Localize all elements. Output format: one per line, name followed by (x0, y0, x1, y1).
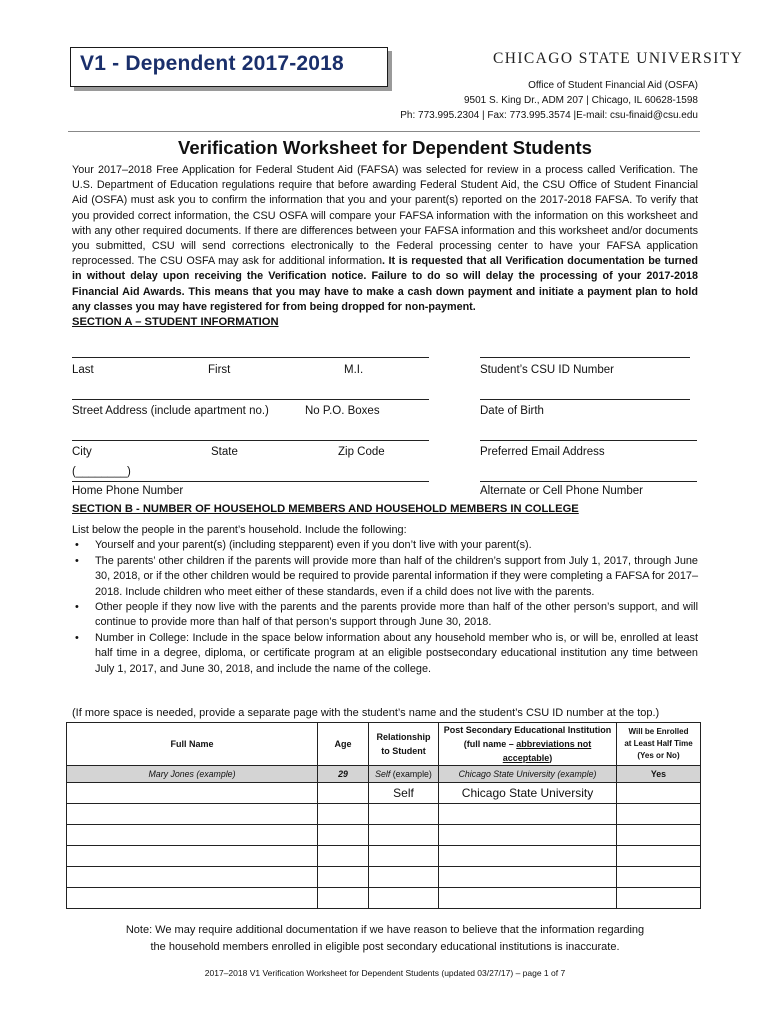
institution-cell[interactable] (439, 888, 617, 909)
middle-initial-label: M.I. (344, 364, 364, 376)
table-header-row (67, 723, 701, 766)
street-address-label: Street Address (include apartment no.) (72, 405, 269, 417)
office-contact: Ph: 773.995.2304 | Fax: 773.995.3574 |E-mail: csu-finaid@csu.edu (400, 110, 698, 121)
page-title: Verification Worksheet for Dependent Students (178, 137, 592, 158)
table-row (67, 846, 701, 867)
bullet-item: • Number in College: Include in the space below information about any household member who is, or will be, enrolled at least half time in a degree, diploma, or certificate program at an eligible postsecondary educational institution any time between July 1, 2017, and June 30, 2018, and include the name of the college. (72, 631, 698, 677)
table-row (67, 783, 701, 804)
alt-phone-line[interactable] (480, 481, 697, 482)
home-phone-label: Home Phone Number (72, 485, 184, 497)
first-name-label: First (208, 364, 231, 376)
name-cell[interactable] (67, 783, 318, 804)
institution-cell[interactable]: Chicago State University (439, 783, 617, 804)
date-of-birth-label: Date of Birth (480, 405, 544, 417)
page-footer: 2017–2018 V1 Verification Worksheet for Dependent Students (updated 03/27/17) – page 1 of 7 (204, 968, 566, 978)
age-cell[interactable] (318, 867, 369, 888)
university-logo: CHICAGO STATE UNIVERSITY (493, 50, 744, 67)
csu-id-line[interactable] (480, 357, 690, 358)
name-cell[interactable] (67, 888, 318, 909)
street-line[interactable] (72, 399, 429, 400)
area-code-blank: (________) (72, 466, 131, 478)
relationship-cell[interactable] (369, 804, 439, 825)
enrolled-cell[interactable] (617, 804, 701, 825)
example-age: 29 (318, 766, 369, 783)
name-cell[interactable] (67, 825, 318, 846)
example-row (67, 766, 701, 783)
dob-line[interactable] (480, 399, 690, 400)
example-enrolled: Yes (617, 766, 701, 783)
institution-cell[interactable] (439, 846, 617, 867)
enrolled-cell[interactable] (617, 888, 701, 909)
age-cell[interactable] (318, 783, 369, 804)
relationship-header: Relationship to Student (369, 723, 439, 766)
age-cell[interactable] (318, 804, 369, 825)
home-phone-line[interactable] (72, 481, 429, 482)
table-row (67, 867, 701, 888)
name-cell[interactable] (67, 867, 318, 888)
email-line[interactable] (480, 440, 697, 441)
intro-paragraph (72, 163, 698, 315)
age-cell[interactable] (318, 846, 369, 867)
bullet-item: • Yourself and your parent(s) (including stepparent) even if you don’t live with your parent(s). (72, 538, 698, 553)
age-cell[interactable] (318, 825, 369, 846)
intro-bold-text: . It is requested that all Verification documentation be turned in without delay upon receiving the Verification notice. Failure to do so will delay the processing of your 2017-2018 Financial Aid Awards. This means that you may have to make a cash down payment and initiate a payment plan to hold any classes you may have registered for from being dropped for non-payment. (72, 255, 698, 313)
last-name-label: Last (72, 364, 94, 376)
bullet-item: • Other people if they now live with the parents and the parents provide more than half of the other person’s support, and will continue to provide more than half of that person’s support through June 30, 2018. (72, 600, 698, 631)
household-table (66, 722, 701, 909)
table-row (67, 888, 701, 909)
household-instructions (72, 523, 698, 677)
enrolled-cell[interactable] (617, 867, 701, 888)
version-title-box (70, 47, 388, 87)
note-line-1: Note: We may require additional documentation if we have reason to believe that the information regarding (125, 924, 645, 936)
table-row (67, 825, 701, 846)
relationship-cell[interactable] (369, 846, 439, 867)
institution-cell[interactable] (439, 867, 617, 888)
age-cell[interactable] (318, 888, 369, 909)
zip-code-label: Zip Code (338, 446, 385, 458)
office-name: Office of Student Financial Aid (OSFA) (528, 80, 698, 91)
version-title: V1 - Dependent 2017-2018 (80, 52, 344, 75)
office-address: 9501 S. King Dr., ADM 207 | Chicago, IL 60628-1598 (463, 95, 698, 106)
household-intro: List below the people in the parent’s household. Include the following: (72, 524, 407, 536)
relationship-cell[interactable] (369, 825, 439, 846)
no-po-boxes-label: No P.O. Boxes (305, 405, 380, 417)
header-divider (68, 131, 700, 132)
full-name-header: Full Name (67, 723, 318, 766)
household-bullet-list (72, 538, 698, 677)
name-line[interactable] (72, 357, 429, 358)
state-label: State (211, 446, 238, 458)
age-header: Age (318, 723, 369, 766)
relationship-cell[interactable] (369, 888, 439, 909)
relationship-cell[interactable]: Self (369, 783, 439, 804)
csu-id-label: Student’s CSU ID Number (480, 364, 615, 376)
example-institution: Chicago State University (example) (439, 766, 617, 783)
institution-header: Post Secondary Educational Institution (full name – abbreviations not acceptable) (439, 723, 617, 766)
city-label: City (72, 446, 92, 458)
bullet-item: • The parents’ other children if the parents will provide more than half of the children’s support from July 1, 2017, through June 30, 2018, or if the other children would be required to provide parental information if they were completing a FAFSA for 2017–2018. Include children who meet either of these standards, even if a child does not live with the parents. (72, 554, 698, 600)
note-line-2: the household members enrolled in eligible post secondary educational institutions is inaccurate. (150, 941, 620, 953)
enrolled-cell[interactable] (617, 846, 701, 867)
name-cell[interactable] (67, 804, 318, 825)
enrolled-cell[interactable] (617, 783, 701, 804)
documentation-note (0, 922, 770, 956)
example-name: Mary Jones (example) (67, 766, 318, 783)
institution-cell[interactable] (439, 825, 617, 846)
email-label: Preferred Email Address (480, 446, 605, 458)
enrolled-cell[interactable] (617, 825, 701, 846)
section-a-heading: SECTION A – STUDENT INFORMATION (72, 316, 279, 328)
relationship-cell[interactable] (369, 867, 439, 888)
example-relationship: Self (example) (369, 766, 439, 783)
name-cell[interactable] (67, 846, 318, 867)
alt-phone-label: Alternate or Cell Phone Number (480, 485, 643, 497)
table-row (67, 804, 701, 825)
intro-text: Your 2017–2018 Free Application for Federal Student Aid (FAFSA) was selected for review in a process called Verification. The U.S. Department of Education regulations require that before awarding Federal Student Aid, the CSU Office of Student Financial Aid (OSFA) must ask you to confirm the information that you and your parent(s) reported on the 2017-2018 FAFSA. To verify that you provided correct information, the CSU OSFA will compare your FAFSA information with the information on this worksheet and with any other required documents. If there are differences between your FAFSA information and this worksheet and/or documents you submitted, CSU will send corrections electronically to the Federal processing center to have your FAFSA application reprocessed. The CSU OSFA may ask for additional information (72, 164, 698, 268)
enrolled-header: Will be Enrolled at Least Half Time (Yes or No) (617, 723, 701, 766)
section-b-heading: SECTION B - NUMBER OF HOUSEHOLD MEMBERS AND HOUSEHOLD MEMBERS IN COLLEGE (72, 503, 579, 515)
city-line[interactable] (72, 440, 429, 441)
institution-cell[interactable] (439, 804, 617, 825)
more-space-note: (If more space is needed, provide a separate page with the student’s name and the student’s CSU ID number at the top.) (72, 707, 660, 719)
